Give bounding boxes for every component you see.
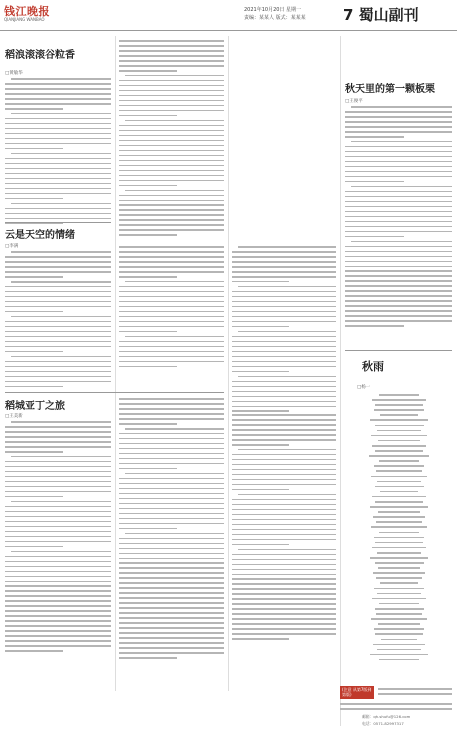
article-body	[5, 78, 111, 228]
contact-email: 邮箱：qh.shufu@126.com	[362, 714, 411, 719]
poem-author: □杨一	[357, 385, 371, 390]
newspaper-logo: 钱江晚报	[4, 5, 50, 18]
column-divider	[228, 36, 229, 691]
issue-date: 2021年10月20日 星期一	[244, 7, 302, 13]
poem-title: 秋雨	[362, 360, 384, 373]
divider	[345, 350, 452, 351]
notice-stamp	[340, 686, 374, 699]
masthead	[0, 0, 457, 31]
newspaper-logo-subtitle: QIANJIANG WANBAO	[4, 17, 45, 22]
editor-credit: 责编：某某人 版式：某某某	[244, 15, 306, 21]
notice-stamp-text: (注意 从第7版到第版)	[342, 687, 372, 697]
article-body	[232, 246, 336, 415]
poem-body	[350, 394, 448, 664]
footer-notice	[340, 703, 452, 713]
article-title: 稻浪滚滚谷粒香	[5, 50, 75, 61]
column-divider	[115, 36, 116, 691]
contact-phone: 电话：0571-82997317	[362, 721, 404, 726]
section-title: 7 蜀山副刊	[343, 6, 419, 24]
article-title: 稻城亚丁之旅	[5, 401, 65, 412]
article-author: □王俊平	[345, 99, 363, 104]
article-body	[119, 40, 224, 239]
divider	[5, 222, 111, 223]
article-body	[5, 421, 111, 655]
article-body	[232, 414, 336, 643]
article-body	[345, 106, 452, 330]
article-body	[119, 246, 224, 371]
column-divider	[340, 36, 341, 726]
divider	[5, 392, 224, 393]
article-author: □李满	[5, 244, 19, 249]
article-author: □王美新	[5, 414, 23, 419]
article-title: 云是天空的情绪	[5, 230, 75, 241]
article-body	[5, 251, 111, 391]
article-body	[119, 398, 224, 662]
article-author: □黄敏华	[5, 71, 23, 76]
article-title: 秋天里的第一颗板栗	[345, 84, 435, 95]
footer-notice	[378, 688, 452, 698]
